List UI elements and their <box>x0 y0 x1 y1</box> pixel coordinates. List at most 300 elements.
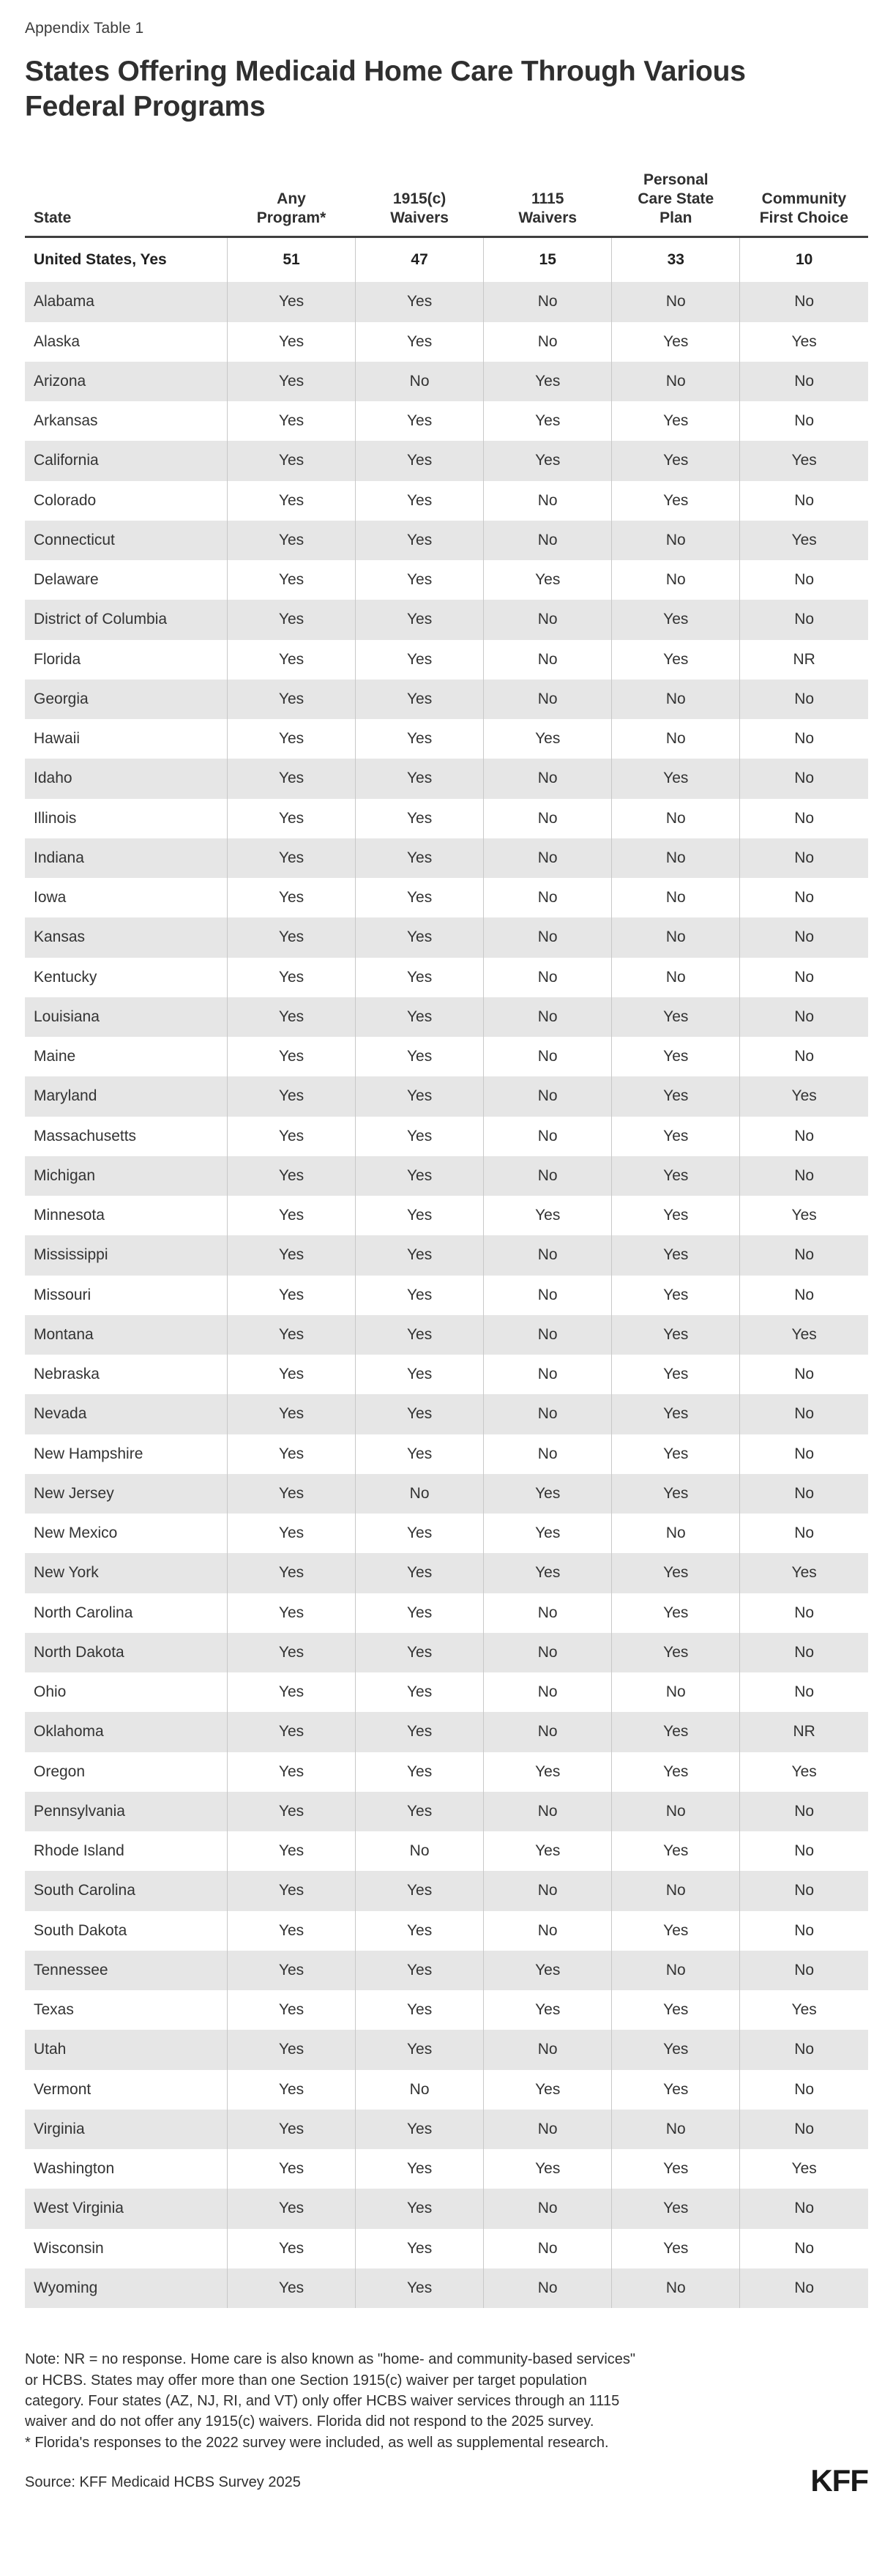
table-row <box>25 600 868 639</box>
cell-value: No <box>740 560 868 600</box>
cell-value: Yes <box>612 2070 740 2110</box>
cell-state-name: Rhode Island <box>34 1842 124 1860</box>
cell-state-name: Kentucky <box>34 968 97 986</box>
cell-value: Yes <box>356 1951 484 1990</box>
cell-value: No <box>612 838 740 878</box>
table-row <box>25 1474 868 1514</box>
cell-value: Yes <box>356 1633 484 1672</box>
column-header-3 <box>484 166 612 237</box>
table-row <box>25 759 868 798</box>
cell-value: Yes <box>356 1752 484 1792</box>
table-header <box>25 166 868 237</box>
cell-value: No <box>484 1037 612 1076</box>
cell-value: Yes <box>356 1514 484 1553</box>
cell-state-name: Virginia <box>25 2110 227 2149</box>
cell-value: Yes <box>484 441 612 480</box>
cell-state-name: North Dakota <box>25 1633 227 1672</box>
table-row <box>25 1633 868 1672</box>
cell-value: Yes <box>612 1752 740 1792</box>
cell-value: No <box>740 2030 868 2069</box>
table-row <box>25 2070 868 2110</box>
table-row <box>25 1831 868 1871</box>
cell-value: Yes <box>227 2268 355 2308</box>
table-row <box>25 1672 868 1712</box>
table-row <box>25 1553 868 1593</box>
cell-value: No <box>484 1315 612 1355</box>
cell-value: Yes <box>227 1276 355 1315</box>
column-header-1 <box>227 166 355 237</box>
cell-value: No <box>740 799 868 838</box>
cell-value: No <box>612 680 740 719</box>
cell-value: Yes <box>356 1355 484 1394</box>
cell-value: Yes <box>356 1315 484 1355</box>
cell-value: Yes <box>484 1196 612 1235</box>
footnote-line: waiver and do not offer any 1915(c) waivers. Florida did not respond to the 2025 survey. <box>25 2413 594 2430</box>
cell-value: Yes <box>612 481 740 521</box>
cell-value: No <box>484 2268 612 2308</box>
cell-state-name: Georgia <box>25 680 227 719</box>
table-row <box>25 1514 868 1553</box>
cell-value: Yes <box>612 1553 740 1593</box>
table-row <box>25 1117 868 1156</box>
table-row <box>25 1355 868 1394</box>
cell-value: No <box>612 799 740 838</box>
cell-value: Yes <box>227 1156 355 1196</box>
cell-value: Yes <box>356 997 484 1037</box>
cell-state-name: Iowa <box>34 889 67 907</box>
cell-value: Yes <box>227 958 355 997</box>
cell-value: No <box>484 1156 612 1196</box>
cell-value: Yes <box>356 2110 484 2149</box>
table-row <box>25 1752 868 1792</box>
cell-state-name: Arkansas <box>34 412 98 430</box>
cell-state-name: Missouri <box>34 1286 91 1303</box>
cell-value: No <box>740 1434 868 1474</box>
cell-value: No <box>740 838 868 878</box>
cell-state-name: Washington <box>34 2160 115 2178</box>
cell-value: Yes <box>356 1871 484 1910</box>
table-row <box>25 560 868 600</box>
column-header-line: Waivers <box>390 209 449 226</box>
cell-value: Yes <box>227 719 355 759</box>
table-row <box>25 838 868 878</box>
cell-value: Yes <box>740 1196 868 1235</box>
cell-value: Yes <box>356 2229 484 2268</box>
cell-value: Yes <box>227 1474 355 1514</box>
table-row <box>25 521 868 560</box>
cell-value: No <box>740 1633 868 1672</box>
table-header-row <box>25 166 868 237</box>
cell-value: No <box>484 1712 612 1752</box>
cell-value: Yes <box>612 759 740 798</box>
cell-state-name: Wisconsin <box>34 2239 104 2257</box>
cell-value: Yes <box>227 1911 355 1951</box>
cell-state-name: Indiana <box>25 838 227 878</box>
cell-value: No <box>484 600 612 639</box>
cell-state-name: New York <box>25 1553 227 1593</box>
cell-value: No <box>484 2189 612 2228</box>
cell-value: No <box>740 2189 868 2228</box>
table-body <box>25 237 868 2309</box>
cell-value: Yes <box>740 1990 868 2030</box>
cell-value: No <box>484 1355 612 1394</box>
cell-value: No <box>740 481 868 521</box>
data-table-container <box>25 166 868 2308</box>
cell-state-name: Oklahoma <box>25 1712 227 1752</box>
table-row <box>25 237 868 283</box>
cell-value: No <box>356 2070 484 2110</box>
cell-value: Yes <box>356 1394 484 1434</box>
cell-value: Yes <box>356 1672 484 1712</box>
cell-value: Yes <box>612 1990 740 2030</box>
cell-state-name: Minnesota <box>34 1207 105 1224</box>
cell-state-name: Ohio <box>34 1683 67 1701</box>
cell-state-name: Massachusetts <box>34 1127 137 1144</box>
cell-value: No <box>612 521 740 560</box>
cell-value: Yes <box>356 1156 484 1196</box>
footnote-line: Note: NR = no response. Home care is also known as "home- and community-based services" <box>25 2351 636 2368</box>
cell-value: Yes <box>227 401 355 441</box>
cell-value: Yes <box>356 1990 484 2030</box>
cell-value: No <box>484 1792 612 1831</box>
cell-value: Yes <box>356 1076 484 1116</box>
cell-value: Yes <box>356 521 484 560</box>
cell-state-name: Connecticut <box>25 521 227 560</box>
table-row <box>25 1911 868 1951</box>
cell-value: Yes <box>484 2070 612 2110</box>
cell-value: Yes <box>612 1156 740 1196</box>
cell-value: Yes <box>612 600 740 639</box>
cell-value: Yes <box>227 1831 355 1871</box>
cell-state-name: Florida <box>34 650 81 668</box>
cell-value: No <box>484 640 612 680</box>
cell-value: Yes <box>227 1752 355 1792</box>
cell-value: Yes <box>227 2229 355 2268</box>
column-header-line: Care State <box>638 190 714 208</box>
cell-value: Yes <box>227 2070 355 2110</box>
cell-value: Yes <box>227 2110 355 2149</box>
cell-value: 10 <box>740 237 868 283</box>
cell-value: Yes <box>227 838 355 878</box>
cell-value: Yes <box>612 1355 740 1394</box>
cell-value: Yes <box>227 2189 355 2228</box>
cell-value: Yes <box>484 1951 612 1990</box>
cell-value: Yes <box>356 2268 484 2308</box>
cell-value: Yes <box>227 560 355 600</box>
cell-value: Yes <box>356 401 484 441</box>
cell-value: Yes <box>227 362 355 401</box>
cell-value: No <box>612 719 740 759</box>
cell-value: Yes <box>356 878 484 917</box>
cell-value: Yes <box>612 2189 740 2228</box>
cell-value: Yes <box>356 640 484 680</box>
cell-value: Yes <box>484 2149 612 2189</box>
cell-value: Yes <box>356 1792 484 1831</box>
cell-value: NR <box>740 1712 868 1752</box>
cell-value: No <box>356 1474 484 1514</box>
kff-logo: KFF <box>810 2463 868 2498</box>
cell-value: Yes <box>612 1196 740 1235</box>
table-row <box>25 1712 868 1752</box>
cell-value: No <box>740 759 868 798</box>
cell-state-name: New Hampshire <box>34 1445 143 1462</box>
cell-value: Yes <box>227 1792 355 1831</box>
cell-value: Yes <box>612 997 740 1037</box>
cell-value: Yes <box>356 282 484 321</box>
cell-value: Yes <box>227 1196 355 1235</box>
cell-value: Yes <box>356 1911 484 1951</box>
cell-state-name: Delaware <box>34 571 99 589</box>
cell-value: Yes <box>356 719 484 759</box>
cell-value: No <box>484 838 612 878</box>
table-row <box>25 958 868 997</box>
cell-value: No <box>612 560 740 600</box>
table-row <box>25 1235 868 1275</box>
cell-value: Yes <box>227 1514 355 1553</box>
cell-value: No <box>484 1911 612 1951</box>
table-row <box>25 1394 868 1434</box>
cell-value: Yes <box>227 759 355 798</box>
cell-value: Yes <box>227 481 355 521</box>
cell-value: No <box>356 362 484 401</box>
cell-value: Yes <box>356 917 484 957</box>
cell-value: Yes <box>227 282 355 321</box>
cell-value: No <box>612 282 740 321</box>
cell-value: Yes <box>740 1076 868 1116</box>
cell-value: Yes <box>356 560 484 600</box>
cell-value: No <box>612 917 740 957</box>
table-row <box>25 1871 868 1910</box>
cell-value: Yes <box>356 1235 484 1275</box>
cell-value: Yes <box>484 719 612 759</box>
cell-value: No <box>740 2229 868 2268</box>
cell-value: No <box>740 1672 868 1712</box>
cell-value: Yes <box>227 1712 355 1752</box>
cell-value: Yes <box>484 362 612 401</box>
column-header-line: Program* <box>256 209 326 226</box>
cell-value: No <box>484 2110 612 2149</box>
cell-state-name: Maine <box>34 1048 76 1065</box>
cell-value: Yes <box>612 2229 740 2268</box>
cell-value: Yes <box>356 441 484 480</box>
cell-value: No <box>612 1951 740 1990</box>
cell-state-name: South Dakota <box>34 1921 127 1939</box>
table-row <box>25 322 868 362</box>
table-row <box>25 2110 868 2149</box>
cell-value: No <box>484 1394 612 1434</box>
table-row <box>25 917 868 957</box>
column-header-4 <box>612 166 740 237</box>
cell-value: No <box>740 917 868 957</box>
column-header-line: Community <box>761 190 847 208</box>
cell-value: Yes <box>227 799 355 838</box>
cell-value: No <box>612 1792 740 1831</box>
cell-value: No <box>740 1355 868 1394</box>
cell-value: Yes <box>484 401 612 441</box>
cell-value: Yes <box>484 1990 612 2030</box>
cell-value: No <box>740 878 868 917</box>
cell-value: Yes <box>227 2030 355 2069</box>
footnote-line: or HCBS. States may offer more than one Section 1915(c) waiver per target population <box>25 2372 587 2389</box>
footnote-line: * Florida's responses to the 2022 survey were included, as well as supplemental research. <box>25 2434 609 2451</box>
cell-value: Yes <box>612 640 740 680</box>
cell-value: Yes <box>227 997 355 1037</box>
cell-value: No <box>484 997 612 1037</box>
cell-value: No <box>484 1672 612 1712</box>
page-title: States Offering Medicaid Home Care Through Various Federal Programs <box>25 56 746 122</box>
cell-value: Yes <box>612 1076 740 1116</box>
footnote-source: Source: KFF Medicaid HCBS Survey 2025 <box>25 2474 301 2491</box>
cell-value: No <box>740 401 868 441</box>
cell-value: Yes <box>484 1831 612 1871</box>
cell-value: Yes <box>227 1117 355 1156</box>
cell-value: No <box>484 521 612 560</box>
cell-value: No <box>484 322 612 362</box>
cell-value: No <box>612 362 740 401</box>
table-row <box>25 2149 868 2189</box>
cell-state-name: Pennsylvania <box>25 1792 227 1831</box>
cell-value: Yes <box>227 1235 355 1275</box>
cell-value: 47 <box>356 237 484 283</box>
cell-value: No <box>484 799 612 838</box>
table-row <box>25 1076 868 1116</box>
cell-state-name: Utah <box>25 2030 227 2069</box>
cell-value: No <box>740 282 868 321</box>
cell-value: Yes <box>356 1037 484 1076</box>
states-medicaid-home-care-table <box>25 166 868 2308</box>
cell-value: 33 <box>612 237 740 283</box>
cell-value: No <box>740 958 868 997</box>
cell-value: Yes <box>356 2030 484 2069</box>
cell-value: Yes <box>227 1315 355 1355</box>
cell-value: No <box>740 2070 868 2110</box>
cell-state-name: Maryland <box>25 1076 227 1116</box>
cell-value: No <box>740 2268 868 2308</box>
cell-value: No <box>484 1117 612 1156</box>
column-header-line: Personal <box>643 171 709 189</box>
table-row <box>25 1792 868 1831</box>
cell-value: No <box>740 1276 868 1315</box>
column-header-state <box>25 166 227 237</box>
table-row <box>25 481 868 521</box>
cell-state-name: Nebraska <box>34 1366 100 1383</box>
cell-state-name: West Virginia <box>25 2189 227 2228</box>
cell-value: Yes <box>356 1117 484 1156</box>
cell-value: No <box>484 759 612 798</box>
cell-value: No <box>484 2229 612 2268</box>
cell-value: Yes <box>484 1474 612 1514</box>
cell-value: Yes <box>356 600 484 639</box>
cell-value: Yes <box>356 799 484 838</box>
column-header-5 <box>740 166 868 237</box>
cell-state-name: Kansas <box>25 917 227 957</box>
table-row <box>25 680 868 719</box>
cell-value: Yes <box>227 1871 355 1910</box>
table-row <box>25 2030 868 2069</box>
table-eyebrow-label: Appendix Table 1 <box>25 20 144 37</box>
cell-value: Yes <box>227 2149 355 2189</box>
cell-state-name: Idaho <box>25 759 227 798</box>
cell-value: Yes <box>227 1355 355 1394</box>
cell-state-name: Tennessee <box>25 1951 227 1990</box>
cell-state-name: Hawaii <box>34 730 81 748</box>
table-row <box>25 997 868 1037</box>
cell-value: Yes <box>356 759 484 798</box>
cell-value: Yes <box>227 1076 355 1116</box>
cell-value: No <box>484 1633 612 1672</box>
cell-value: No <box>740 362 868 401</box>
column-header-line: Waivers <box>518 209 578 226</box>
cell-value: Yes <box>612 1593 740 1633</box>
cell-value: Yes <box>227 1672 355 1712</box>
cell-value: Yes <box>227 1037 355 1076</box>
cell-state-name: Illinois <box>34 809 77 827</box>
table-row <box>25 282 868 321</box>
cell-value: No <box>484 1076 612 1116</box>
cell-value: Yes <box>227 441 355 480</box>
table-row <box>25 2268 868 2308</box>
table-row <box>25 1990 868 2030</box>
cell-value: Yes <box>740 441 868 480</box>
cell-value: No <box>740 1394 868 1434</box>
cell-value: No <box>612 958 740 997</box>
cell-value: Yes <box>356 322 484 362</box>
cell-value: Yes <box>356 1593 484 1633</box>
cell-value: Yes <box>612 1394 740 1434</box>
cell-value: No <box>484 2030 612 2069</box>
cell-state-name: New Mexico <box>34 1525 118 1542</box>
cell-value: No <box>484 1235 612 1275</box>
cell-value: Yes <box>612 322 740 362</box>
cell-value: No <box>612 1514 740 1553</box>
cell-value: Yes <box>356 2149 484 2189</box>
cell-value: No <box>740 1474 868 1514</box>
cell-value: No <box>740 719 868 759</box>
cell-value: No <box>612 1672 740 1712</box>
cell-value: Yes <box>740 521 868 560</box>
cell-value: Yes <box>227 521 355 560</box>
cell-value: Yes <box>356 481 484 521</box>
cell-state-name: Louisiana <box>25 997 227 1037</box>
cell-value: Yes <box>612 1831 740 1871</box>
cell-value: Yes <box>612 1315 740 1355</box>
cell-value: No <box>484 282 612 321</box>
footnote-line: category. Four states (AZ, NJ, RI, and VT) only offer HCBS waiver services through an 1115 <box>25 2393 620 2410</box>
cell-value: Yes <box>612 2030 740 2069</box>
column-header-line: 1915(c) <box>392 190 446 208</box>
cell-value: Yes <box>612 1633 740 1672</box>
table-row <box>25 719 868 759</box>
cell-value: No <box>612 1871 740 1910</box>
table-row <box>25 1037 868 1076</box>
cell-value: Yes <box>356 1712 484 1752</box>
cell-value: Yes <box>227 640 355 680</box>
cell-value: No <box>484 917 612 957</box>
footnote-note <box>25 2349 815 2453</box>
table-row <box>25 1196 868 1235</box>
cell-value: Yes <box>227 680 355 719</box>
cell-value: No <box>740 1951 868 1990</box>
cell-value: No <box>484 878 612 917</box>
cell-value: No <box>612 878 740 917</box>
cell-value: Yes <box>227 1553 355 1593</box>
cell-value: No <box>484 1434 612 1474</box>
cell-value: Yes <box>484 1553 612 1593</box>
cell-value: Yes <box>356 2189 484 2228</box>
cell-value: No <box>740 680 868 719</box>
cell-value: Yes <box>740 322 868 362</box>
cell-value: No <box>484 680 612 719</box>
